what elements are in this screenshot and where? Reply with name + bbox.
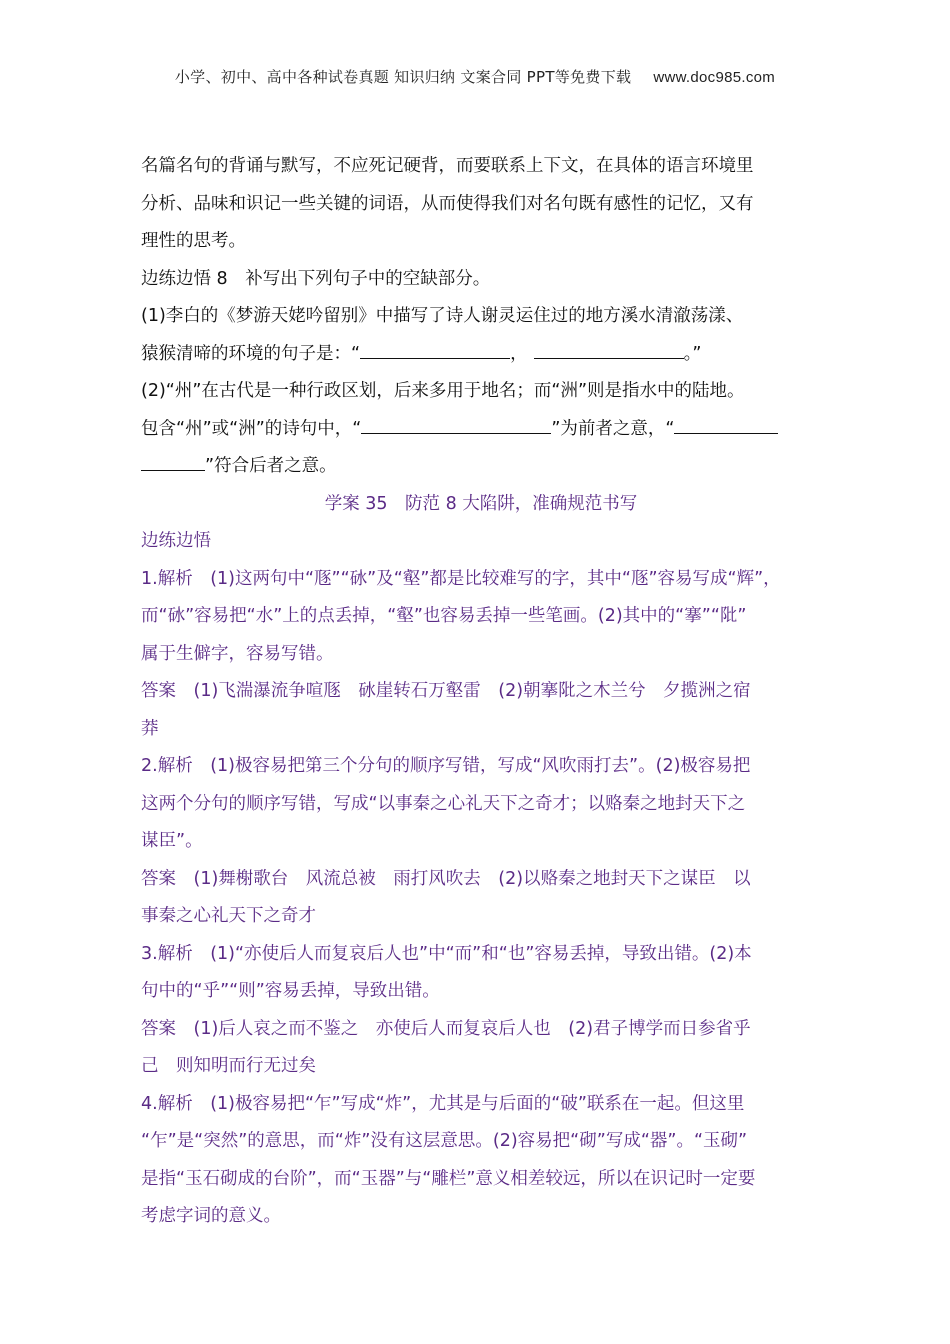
answer-blank[interactable] (534, 344, 684, 359)
analysis-line: “乍”是“突然”的意思，而“炸”没有这层意思。(2)容易把“砌”写成“器”。“玉砌” (141, 1131, 748, 1151)
question-2-line: (2)“州”在古代是一种行政区划，后来多用于地名；而“洲”则是指水中的陆地。 (141, 381, 745, 401)
analysis-line: 而“砅”容易把“水”上的点丢掉，“壑”也容易丢掉一些笔画。(2)其中的“搴”“阰” (141, 606, 747, 626)
question-text: ”为前者之意，“ (551, 418, 675, 439)
analysis-line: 3.解析 (1)“亦使后人而复哀后人也”中“而”和“也”容易丢掉，导致出错。(2)本 (141, 943, 752, 964)
analysis-line: 属于生僻字，容易写错。 (141, 643, 334, 664)
question-2-line (141, 448, 821, 486)
answer-blank[interactable] (360, 344, 510, 359)
page-header (0, 66, 950, 87)
question-text: ， (510, 343, 528, 364)
section-title: 学案 35 防范 8 大陷阱，准确规范书写 (324, 493, 638, 514)
answer-blank[interactable] (674, 419, 778, 434)
answer-line: 答案 (1)后人哀之而不鉴之 亦使后人而复哀后人也 (2)君子博学而日参省乎 (141, 1018, 751, 1039)
analysis-line: 谋臣”。 (141, 831, 203, 851)
answer-blank[interactable] (361, 419, 551, 434)
analysis-line: 4.解析 (1)极容易把“乍”写成“炸”，尤其是与后面的“破”联系在一起。但这里 (141, 1093, 745, 1114)
intro-line: 分析、品味和识记一些关键的词语，从而使得我们对名句既有感性的记忆，又有 (141, 193, 754, 214)
analysis-line: 句中的“乎”“则”容易丢掉，导致出错。 (141, 981, 440, 1001)
answer-line: 莽 (141, 718, 159, 739)
analysis-line: 是指“玉石砌成的台阶”，而“玉器”与“雕栏”意义相差较远，所以在识记时一定要 (141, 1168, 756, 1189)
question-text: 包含“州”或“洲”的诗句中，“ (141, 418, 362, 439)
answer-blank[interactable] (141, 456, 205, 471)
header-site-link[interactable]: www.doc985.com (653, 69, 776, 86)
answer-line: 事秦之心礼天下之奇才 (141, 906, 316, 926)
analysis-line: 2.解析 (1)极容易把第三个分句的顺序写错，写成“风吹雨打去”。(2)极容易把 (141, 756, 751, 776)
answer-line: 答案 (1)飞湍瀑流争喧豗 砅崖转石万壑雷 (2)朝搴阰之木兰兮 夕揽洲之宿 (141, 681, 751, 701)
answer-line: 答案 (1)舞榭歌台 风流总被 雨打风吹去 (2)以赂秦之地封天下之谋臣 以 (141, 868, 751, 889)
answer-line: 己 则知明而行无过矣 (141, 1056, 316, 1076)
analysis-line: 考虑字词的意义。 (141, 1206, 281, 1226)
intro-line: 理性的思考。 (141, 231, 246, 251)
intro-line: 名篇名句的背诵与默写，不应死记硬背，而要联系上下文，在具体的语言环境里 (141, 156, 754, 176)
question-1-line (141, 336, 821, 374)
exercise-heading: 边练边悟 8 补写出下列句子中的空缺部分。 (141, 268, 491, 289)
section-heading: 边练边悟 (141, 531, 211, 551)
question-1-line: (1)李白的《梦游天姥吟留别》中描写了诗人谢灵运住过的地方溪水清澈荡漾、 (141, 306, 744, 326)
question-text: 。” (683, 343, 702, 364)
analysis-line: 这两个分句的顺序写错，写成“以事秦之心礼天下之奇才；以赂秦之地封天下之 (141, 793, 746, 814)
question-text: 猿猴清啼的环境的句子是：“ (141, 343, 361, 364)
question-2-line (141, 411, 821, 449)
document-body (141, 148, 821, 1236)
analysis-line: 1.解析 (1)这两句中“豗”“砅”及“壑”都是比较难写的字，其中“豗”容易写成“辉”， (141, 568, 781, 589)
question-text: ”符合后者之意。 (205, 456, 337, 476)
header-text: 小学、初中、高中各种试卷真题 知识归纳 文案合同 PPT等免费下载 (174, 68, 632, 86)
